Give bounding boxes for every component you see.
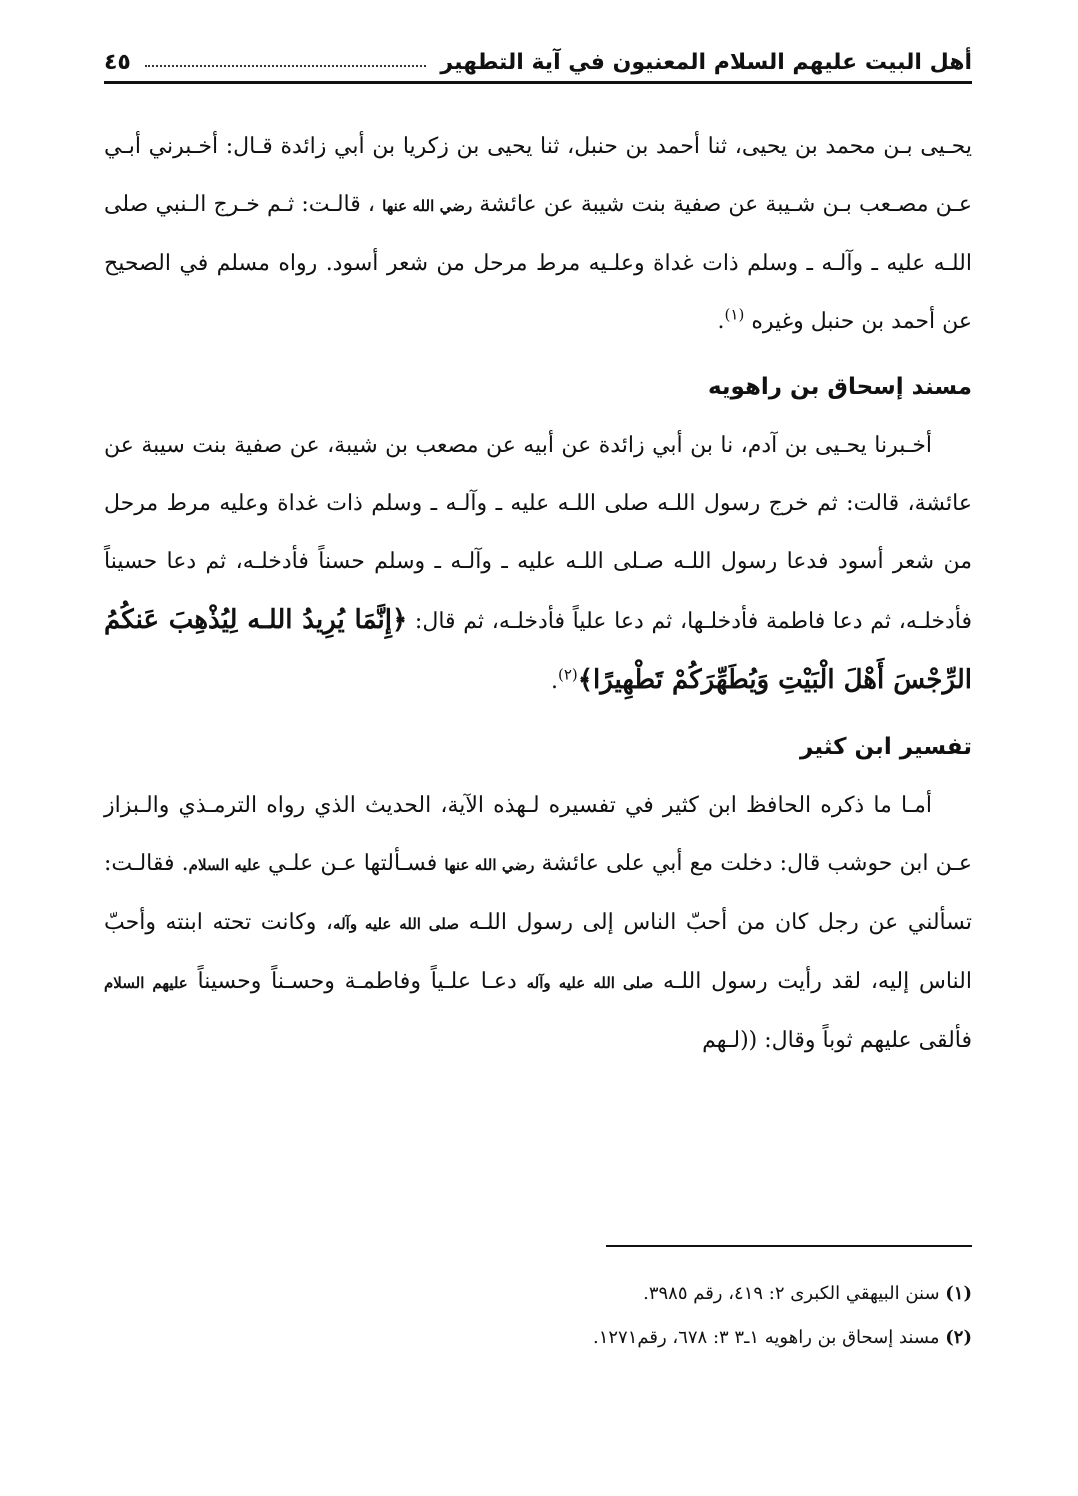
footnote-mark: (٢) (945, 1327, 972, 1348)
page-header (104, 38, 972, 84)
text-run: فألقى عليهم ثوباً وقال: ((لـهم (702, 1028, 972, 1053)
text-run: . (717, 309, 725, 334)
footnote-ref-1[interactable]: (١) (724, 305, 745, 324)
footnote-text: سنن البيهقي الكبرى ٢: ٤١٩، رقم ٣٩٨٥. (643, 1283, 940, 1304)
text-run: ، قالـت: ثـم خـرج الـنبي صلى اللـه عليه ـ وآلـه ـ وسلم ذات غداة وعلـيه مرط مرحل من شعر أسود. رواه مسلم في الصحيح عن أحمد بن حنبل وغيره (104, 192, 972, 334)
text-run: يحـيى بـن محمد بن يحيى، ثنا أحمد بن حنبل، ثنا يحيى بن زكريا بن أبي زائدة قـال: أخـبرني أبـي عـن مصـعب بـن شـيبة عن صفية بنت شيبة عن عائشة (104, 134, 972, 217)
dotted-leader (145, 65, 427, 67)
honorific-prophet: صلى الله عليه وآله (333, 915, 459, 933)
footnotes (104, 1272, 972, 1360)
text-run: فسـألتها عـن علـي (268, 851, 438, 876)
paragraph-2 (104, 417, 972, 711)
footnote-text: مسند إسحاق بن راهويه ١ـ٣ ٣: ٦٧٨، رقم١٢٧١. (592, 1327, 940, 1348)
honorific-ali: عليه السلام (188, 856, 261, 874)
paragraph-3 (104, 777, 972, 1070)
footnote-separator (606, 1245, 972, 1247)
footnote-2 (104, 1316, 972, 1360)
paragraph-1 (104, 118, 972, 351)
main-text (104, 118, 972, 1070)
honorific-prophet: صلى الله عليه وآله (526, 974, 654, 992)
footnote-ref-2[interactable]: (٢) (557, 665, 578, 684)
honorific-aisha: رضي الله عنها (444, 856, 535, 874)
text-run: . فقالـت: تسألني عن رجل كان من أحبّ الناس إلى رسول اللـه (104, 851, 973, 935)
text-run: . (550, 669, 558, 694)
honorific-aisha: رضي الله عنها (382, 197, 473, 215)
footnote-mark: (١) (945, 1283, 972, 1304)
quran-verse: ﴿إِنَّمَا يُرِيدُ اللـه لِيُذْهِبَ عَنكُمُ الرِّجْسَ أَهْلَ الْبَيْتِ وَيُطَهِّرَكُمْ تَطْهِيرًا﴾ (104, 605, 972, 695)
text-run: أخـبرنا يحـيى بن آدم، نا بن أبي زائدة عن أبيه عن مصعب بن شيبة، عن صفية بنت سيبة عن عائشة، قالت: ثم خرج رسول اللـه صلى اللـه عليه ـ وآلـه ـ وسلم ذات غداة وعليه مرط مرحل من شعر أسود فدعا رسول اللـه صـلى اللـه عليه ـ وآلـه ـ وسلم حسناً فأدخلـه، ثم دعا حسيناً فأدخلـه، ثم دعا فاطمة فأدخلـها، ثم دعا علياً فأدخلـه، ثم قال: (104, 433, 972, 634)
honorific-ahl-al-bayt: عليهم السلام (104, 974, 188, 992)
section-heading-musnad-ishaq: مسند إسحاق بن راهويه (707, 374, 972, 400)
running-title: أهل البيت عليهم السلام المعنيون في آية التطهير (440, 50, 972, 75)
text-run: ، وكانت تحته ابنته وأحبّ الناس إليه، لقد رأيت رسول اللـه (104, 910, 972, 994)
text-run: أمـا ما ذكره الحافظ ابن كثير في تفسيره لـهذه الآية، الحديث الذي رواه الترمـذي والـبزاز عـن ابن حوشب قال: دخلت مع أبي على عائشة (104, 793, 972, 876)
page-number: ٤٥ (104, 50, 131, 75)
text-run: دعـا علـياً وفاطمـة وحسـناً وحسيناً (197, 969, 517, 994)
footnote-1 (104, 1272, 972, 1316)
section-heading-tafsir-ibn-kathir: تفسير ابن كثير (800, 734, 972, 760)
